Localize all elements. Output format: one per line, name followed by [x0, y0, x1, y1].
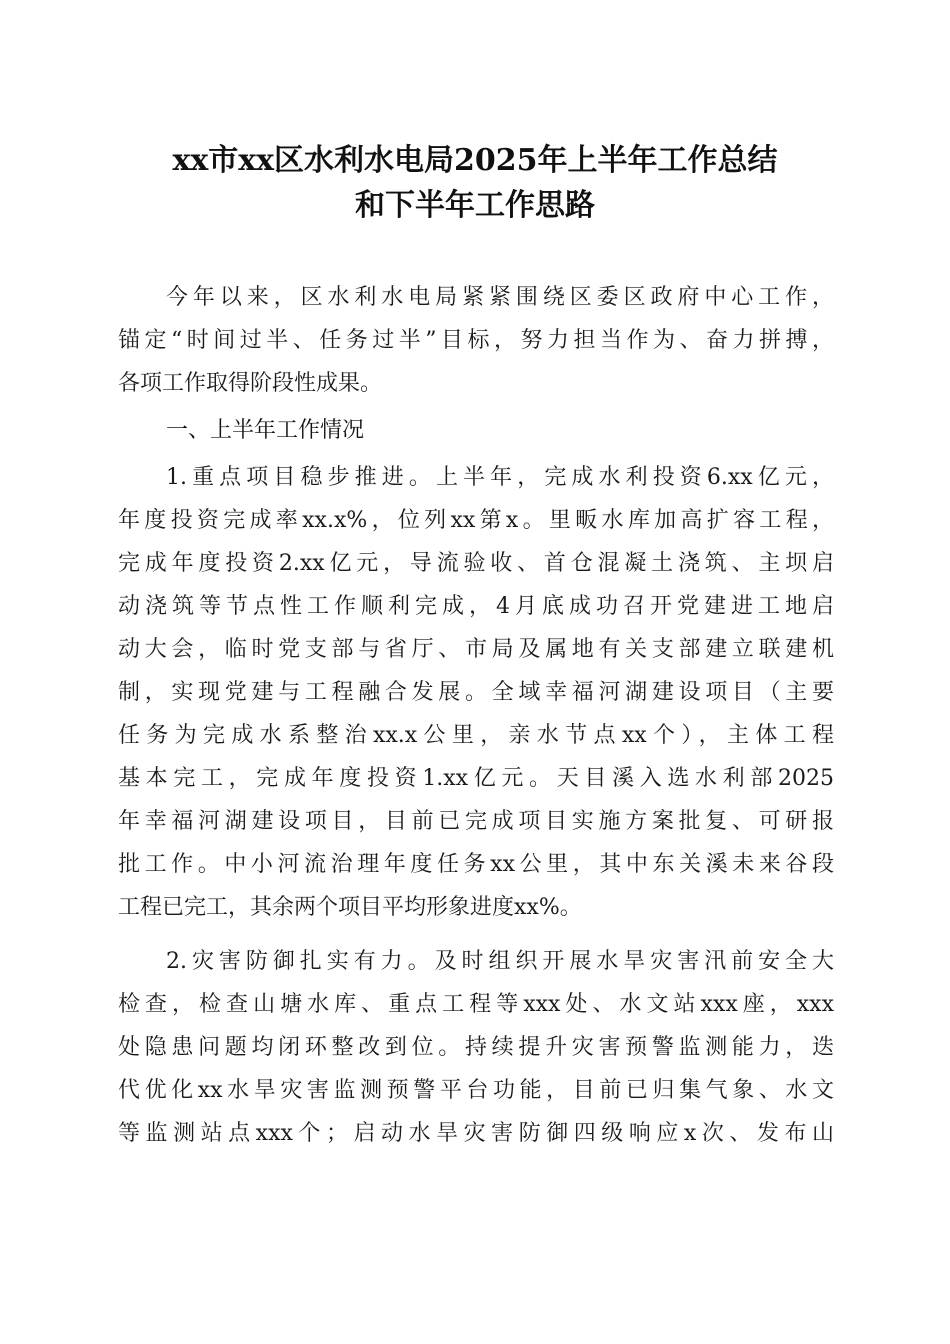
paragraph-line: 制，实现党建与工程融合发展。全域幸福河湖建设项目（主要 — [118, 680, 834, 705]
paragraph-line: 基本完工，完成年度投资1.xx亿元。天目溪入选水利部2025 — [118, 766, 834, 791]
paragraph-line: 锚定“时间过半、任务过半”目标，努力担当作为、奋力拼搏， — [118, 328, 834, 353]
paragraph-line: 工程已完工，其余两个项目平均形象进度xx%。 — [118, 895, 582, 920]
paragraph-line: 检查，检查山塘水库、重点工程等xxx处、水文站xxx座，xxx — [118, 992, 834, 1017]
paragraph-line: 任务为完成水系整治xx.x公里，亲水节点xx个），主体工程 — [118, 723, 834, 748]
paragraph-line: 今年以来，区水利水电局紧紧围绕区委区政府中心工作， — [166, 285, 834, 310]
paragraph-line: 等监测站点xxx个；启动水旱灾害防御四级响应x次、发布山 — [118, 1121, 834, 1146]
paragraph-line: 代优化xx水旱灾害监测预警平台功能，目前已归集气象、水文 — [118, 1078, 834, 1103]
paragraph-line: 各项工作取得阶段性成果。 — [118, 371, 383, 396]
document-title-line-1: xx市xx区水利水电局2025年上半年工作总结 — [172, 143, 778, 178]
document-title-line-2: 和下半年工作思路 — [355, 188, 595, 223]
paragraph-line: 年幸福河湖建设项目，目前已完成项目实施方案批复、可研报 — [118, 809, 834, 834]
paragraph-line: 批工作。中小河流治理年度任务xx公里，其中东关溪未来谷段 — [118, 852, 834, 877]
paragraph-line: 2.灾害防御扎实有力。及时组织开展水旱灾害汛前安全大 — [166, 949, 834, 974]
paragraph-line: 年度投资完成率xx.x%，位列xx第x。里畈水库加高扩容工程， — [118, 508, 834, 533]
paragraph-line: 动浇筑等节点性工作顺利完成，4月底成功召开党建进工地启 — [118, 594, 834, 619]
paragraph-line: 处隐患问题均闭环整改到位。持续提升灾害预警监测能力，迭 — [118, 1035, 834, 1060]
paragraph-line: 动大会，临时党支部与省厅、市局及属地有关支部建立联建机 — [118, 637, 834, 662]
paragraph-line: 1.重点项目稳步推进。上半年，完成水利投资6.xx亿元， — [166, 465, 834, 490]
section-heading: 一、上半年工作情况 — [166, 418, 365, 443]
paragraph-line: 完成年度投资2.xx亿元，导流验收、首仓混凝土浇筑、主坝启 — [118, 551, 834, 576]
